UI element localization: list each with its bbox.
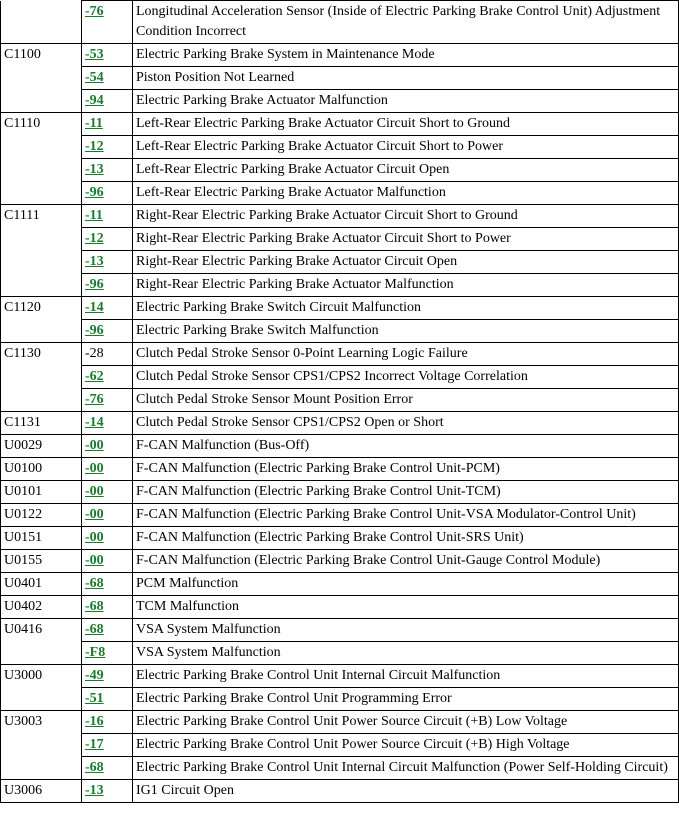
dtc-description: Electric Parking Brake Control Unit Power Source Circuit (+B) High Voltage [136,737,570,752]
dtc-code-cell [1,527,82,550]
table-row [1,642,679,665]
table-row [1,573,679,596]
dtc-code-cell [1,711,82,734]
dtc-code-cell [1,596,82,619]
dtc-code-cell [1,274,82,297]
dtc-code: C1100 [4,47,41,62]
dtc-code: C1120 [4,300,41,315]
dtc-code-cell [1,435,82,458]
dtc-subcode-cell [82,504,133,527]
table-row [1,205,679,228]
table-row [1,159,679,182]
dtc-description-cell [133,90,679,113]
table-row [1,67,679,90]
dtc-description-cell [133,228,679,251]
dtc-code-cell [1,228,82,251]
dtc-subcode-cell [82,734,133,757]
dtc-subcode-link[interactable]: -96 [85,185,104,200]
dtc-subcode-link[interactable]: -13 [85,783,104,798]
dtc-description-cell [133,136,679,159]
dtc-code: C1131 [4,415,41,430]
dtc-subcode-cell [82,113,133,136]
dtc-table-body [1,1,679,803]
dtc-code-cell [1,412,82,435]
dtc-description: F-CAN Malfunction (Bus-Off) [136,438,310,453]
dtc-subcode-cell [82,780,133,803]
table-row [1,734,679,757]
dtc-description: Right-Rear Electric Parking Brake Actuator Circuit Open [136,254,458,269]
dtc-subcode-link[interactable]: -11 [85,116,103,131]
dtc-subcode-link[interactable]: -16 [85,714,104,729]
dtc-subcode-link[interactable]: -00 [85,507,104,522]
table-row [1,596,679,619]
dtc-description: PCM Malfunction [136,576,239,591]
dtc-description-cell [133,320,679,343]
table-row [1,527,679,550]
dtc-description: Clutch Pedal Stroke Sensor CPS1/CPS2 Open or Short [136,415,444,430]
dtc-description: Electric Parking Brake Actuator Malfunction [136,93,388,108]
dtc-code-cell [1,757,82,780]
dtc-code-cell [1,297,82,320]
dtc-subcode-cell [82,412,133,435]
table-row [1,182,679,205]
dtc-subcode-cell [82,665,133,688]
dtc-code: U0100 [4,461,43,476]
dtc-subcode-link[interactable]: -96 [85,277,104,292]
dtc-code: U0151 [4,530,43,545]
table-row [1,435,679,458]
dtc-subcode-cell [82,90,133,113]
dtc-code-cell [1,642,82,665]
dtc-subcode-link[interactable]: -96 [85,323,104,338]
dtc-description: Left-Rear Electric Parking Brake Actuator Circuit Short to Power [136,139,504,154]
dtc-code-cell [1,159,82,182]
dtc-subcode-cell [82,389,133,412]
dtc-code-cell [1,688,82,711]
table-row [1,274,679,297]
dtc-description: Right-Rear Electric Parking Brake Actuator Circuit Short to Ground [136,208,518,223]
dtc-code: U3000 [4,668,43,683]
table-row [1,90,679,113]
dtc-code-cell [1,481,82,504]
dtc-subcode-cell [82,1,133,44]
dtc-description: TCM Malfunction [136,599,240,614]
dtc-description-cell [133,757,679,780]
table-row [1,113,679,136]
dtc-description-cell [133,113,679,136]
dtc-code-cell [1,90,82,113]
dtc-subcode-cell [82,435,133,458]
table-row [1,251,679,274]
table-row [1,228,679,251]
dtc-subcode-cell [82,228,133,251]
dtc-description: Right-Rear Electric Parking Brake Actuator Circuit Short to Power [136,231,511,246]
dtc-description-cell [133,251,679,274]
dtc-description-cell [133,389,679,412]
dtc-code: U0416 [4,622,43,637]
table-row [1,757,679,780]
dtc-subcode-link[interactable]: -62 [85,369,104,384]
dtc-subcode-link[interactable]: -54 [85,70,104,85]
dtc-description: Left-Rear Electric Parking Brake Actuator Circuit Short to Ground [136,116,511,131]
dtc-description: IG1 Circuit Open [136,783,234,798]
dtc-code-cell [1,504,82,527]
dtc-code-cell [1,573,82,596]
dtc-code-cell [1,780,82,803]
dtc-description: Right-Rear Electric Parking Brake Actuator Malfunction [136,277,454,292]
dtc-subcode-cell [82,251,133,274]
dtc-subcode-link[interactable]: -68 [85,760,104,775]
table-row [1,389,679,412]
dtc-code-cell [1,366,82,389]
dtc-subcode-cell [82,458,133,481]
dtc-description: Electric Parking Brake Control Unit Programming Error [136,691,452,706]
dtc-description-cell [133,619,679,642]
dtc-subcode-link[interactable]: -11 [85,208,103,223]
dtc-subcode-link[interactable]: -13 [85,162,104,177]
dtc-description-cell [133,205,679,228]
dtc-description-cell [133,527,679,550]
table-row [1,619,679,642]
dtc-subcode-cell [82,481,133,504]
dtc-description-cell [133,274,679,297]
dtc-code-cell [1,182,82,205]
dtc-code-cell [1,67,82,90]
dtc-description: Clutch Pedal Stroke Sensor Mount Position Error [136,392,413,407]
dtc-subcode-link[interactable]: -17 [85,737,104,752]
table-row [1,320,679,343]
dtc-description: Electric Parking Brake Control Unit Internal Circuit Malfunction [136,668,501,683]
table-row [1,458,679,481]
table-row [1,136,679,159]
dtc-subcode-link[interactable]: -00 [85,438,104,453]
table-row [1,711,679,734]
dtc-subcode-cell [82,205,133,228]
dtc-description-cell [133,458,679,481]
dtc-description: Clutch Pedal Stroke Sensor 0-Point Learning Logic Failure [136,346,468,361]
dtc-description: F-CAN Malfunction (Electric Parking Brake Control Unit-TCM) [136,484,501,499]
dtc-code: U0101 [4,484,43,499]
dtc-description: Piston Position Not Learned [136,70,295,85]
dtc-description-cell [133,44,679,67]
dtc-description: Longitudinal Acceleration Sensor (Inside of Electric Parking Brake Control Unit) Adjustment Condition Incorrect [136,4,661,39]
dtc-code-cell [1,734,82,757]
dtc-code: U0029 [4,438,43,453]
dtc-subcode-link[interactable]: -00 [85,553,104,568]
dtc-subcode-link[interactable]: -68 [85,622,104,637]
dtc-description: F-CAN Malfunction (Electric Parking Brake Control Unit-VSA Modulator-Control Unit) [136,507,636,522]
dtc-description-cell [133,504,679,527]
dtc-description-cell [133,734,679,757]
dtc-description: VSA System Malfunction [136,622,281,637]
table-row [1,504,679,527]
dtc-code-cell [1,665,82,688]
dtc-subcode-cell [82,688,133,711]
dtc-subcode-link[interactable]: -14 [85,415,104,430]
dtc-code: C1110 [4,116,41,131]
dtc-subcode-link[interactable]: -00 [85,530,104,545]
dtc-subcode-link[interactable]: -68 [85,599,104,614]
dtc-code-cell [1,136,82,159]
dtc-code-cell [1,343,82,366]
dtc-description-cell [133,366,679,389]
dtc-subcode-link[interactable]: -94 [85,93,104,108]
dtc-subcode-link[interactable]: -76 [85,392,104,407]
dtc-subcode-cell [82,136,133,159]
dtc-description-cell [133,412,679,435]
table-row [1,44,679,67]
dtc-subcode-link[interactable]: -68 [85,576,104,591]
dtc-subcode-cell [82,366,133,389]
dtc-description: Electric Parking Brake Switch Malfunction [136,323,379,338]
dtc-subcode-cell [82,274,133,297]
dtc-subcode-cell [82,343,133,366]
dtc-code-cell [1,44,82,67]
dtc-description-cell [133,665,679,688]
table-row [1,366,679,389]
table-row [1,412,679,435]
dtc-subcode-cell [82,550,133,573]
dtc-code-cell [1,389,82,412]
dtc-code-cell [1,205,82,228]
dtc-subcode-cell [82,67,133,90]
table-row [1,780,679,803]
dtc-code-cell [1,619,82,642]
dtc-description-cell [133,688,679,711]
dtc-description-cell [133,596,679,619]
dtc-description-cell [133,573,679,596]
dtc-subcode-link[interactable]: -13 [85,254,104,269]
dtc-subcode-cell [82,757,133,780]
dtc-subcode-cell [82,596,133,619]
table-row [1,1,679,44]
dtc-code: C1130 [4,346,41,361]
dtc-subcode-text: -28 [85,346,104,361]
dtc-subcode-cell [82,527,133,550]
table-row [1,665,679,688]
dtc-description-cell [133,297,679,320]
dtc-description-cell [133,1,679,44]
dtc-subcode-cell [82,619,133,642]
dtc-code: U0402 [4,599,43,614]
dtc-subcode-cell [82,573,133,596]
dtc-description: Left-Rear Electric Parking Brake Actuator Malfunction [136,185,446,200]
table-row [1,481,679,504]
dtc-code: U3006 [4,783,43,798]
dtc-description-cell [133,711,679,734]
table-row [1,688,679,711]
dtc-subcode-link[interactable]: -49 [85,668,104,683]
dtc-subcode-link[interactable]: -00 [85,484,104,499]
dtc-code: U0155 [4,553,43,568]
dtc-code-cell [1,251,82,274]
table-row [1,550,679,573]
dtc-description-cell [133,343,679,366]
table-row [1,297,679,320]
dtc-code-cell [1,550,82,573]
dtc-description-cell [133,481,679,504]
dtc-code: U0122 [4,507,43,522]
dtc-description-cell [133,182,679,205]
dtc-subcode-link[interactable]: -12 [85,139,104,154]
dtc-code: U3003 [4,714,43,729]
dtc-subcode-link[interactable]: -14 [85,300,104,315]
dtc-code-cell [1,320,82,343]
dtc-subcode-link[interactable]: -F8 [85,645,106,660]
dtc-code: C1111 [4,208,40,223]
table-row [1,343,679,366]
dtc-description: Left-Rear Electric Parking Brake Actuator Circuit Open [136,162,450,177]
dtc-subcode-cell [82,297,133,320]
dtc-subcode-cell [82,44,133,67]
dtc-subcode-cell [82,711,133,734]
dtc-description: F-CAN Malfunction (Electric Parking Brake Control Unit-SRS Unit) [136,530,524,545]
dtc-description-cell [133,550,679,573]
dtc-description: F-CAN Malfunction (Electric Parking Brake Control Unit-PCM) [136,461,500,476]
dtc-description: Electric Parking Brake System in Maintenance Mode [136,47,435,62]
dtc-subcode-link[interactable]: -51 [85,691,104,706]
dtc-description: Electric Parking Brake Control Unit Internal Circuit Malfunction (Power Self-Holding Circuit) [136,760,668,775]
dtc-subcode-link[interactable]: -53 [85,47,104,62]
dtc-code-cell [1,458,82,481]
dtc-description-cell [133,159,679,182]
dtc-description: Electric Parking Brake Switch Circuit Malfunction [136,300,421,315]
dtc-description: Clutch Pedal Stroke Sensor CPS1/CPS2 Incorrect Voltage Correlation [136,369,528,384]
dtc-subcode-cell [82,159,133,182]
dtc-subcode-link[interactable]: -00 [85,461,104,476]
dtc-description: F-CAN Malfunction (Electric Parking Brake Control Unit-Gauge Control Module) [136,553,601,568]
dtc-description-cell [133,780,679,803]
dtc-subcode-link[interactable]: -76 [85,4,104,19]
dtc-description-cell [133,67,679,90]
dtc-code-cell [1,1,82,44]
dtc-description-cell [133,435,679,458]
dtc-subcode-link[interactable]: -12 [85,231,104,246]
dtc-code-cell [1,113,82,136]
dtc-code: U0401 [4,576,43,591]
dtc-subcode-cell [82,642,133,665]
dtc-subcode-cell [82,320,133,343]
dtc-description-cell [133,642,679,665]
dtc-description: Electric Parking Brake Control Unit Power Source Circuit (+B) Low Voltage [136,714,568,729]
dtc-description: VSA System Malfunction [136,645,281,660]
dtc-subcode-cell [82,182,133,205]
